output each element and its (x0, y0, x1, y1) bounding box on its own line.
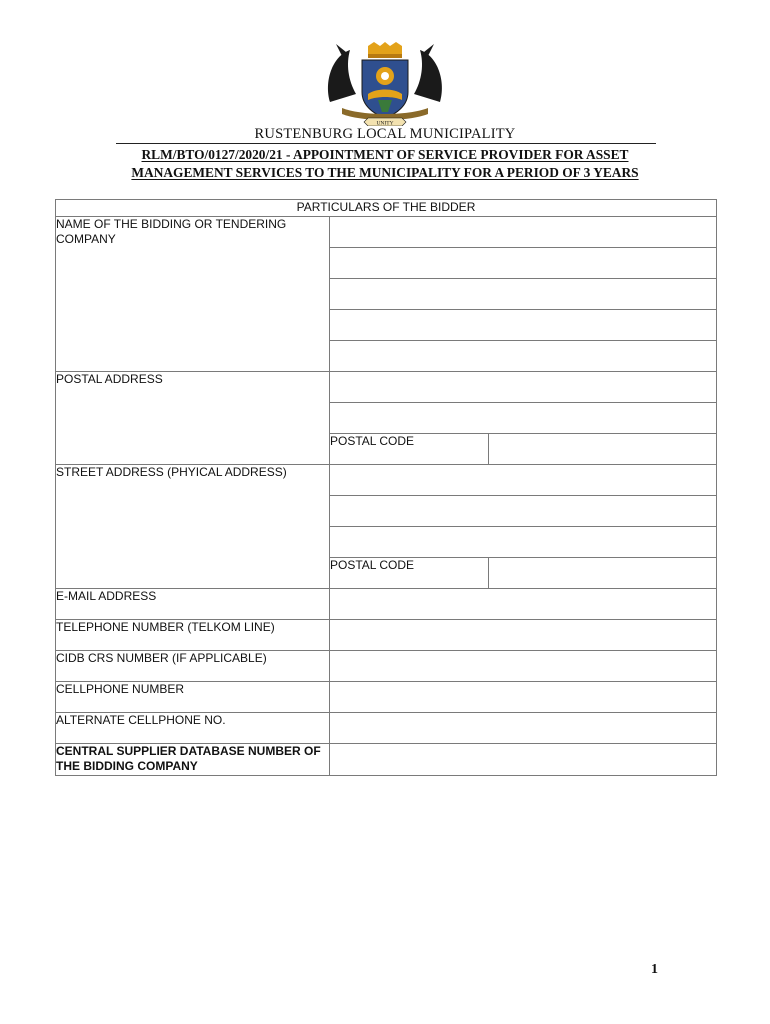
cidb-label: CIDB CRS NUMBER (IF APPLICABLE) (56, 650, 330, 681)
street-postal-code-field[interactable] (489, 557, 717, 588)
alt-cellphone-label: ALTERNATE CELLPHONE NO. (56, 712, 330, 743)
alt-cellphone-field[interactable] (330, 712, 717, 743)
email-label: E-MAIL ADDRESS (56, 588, 330, 619)
company-name-label: NAME OF THE BIDDING OR TENDERING COMPANY (56, 216, 330, 371)
page-number: 1 (651, 962, 658, 977)
cellphone-field[interactable] (330, 681, 717, 712)
company-name-field-4[interactable] (330, 309, 717, 340)
company-name-field-3[interactable] (330, 278, 717, 309)
street-postal-code-label: POSTAL CODE (330, 557, 415, 572)
street-address-field-1[interactable] (330, 464, 717, 495)
company-name-field-1[interactable] (330, 216, 717, 247)
table-heading: PARTICULARS OF THE BIDDER (56, 200, 717, 217)
csd-number-label: CENTRAL SUPPLIER DATABASE NUMBER OF THE BIDDING COMPANY (56, 743, 330, 775)
cellphone-label: CELLPHONE NUMBER (56, 681, 330, 712)
company-name-field-2[interactable] (330, 247, 717, 278)
street-address-label: STREET ADDRESS (PHYICAL ADDRESS) (56, 464, 330, 588)
municipality-name: RUSTENBURG LOCAL MUNICIPALITY (254, 126, 516, 142)
tender-title: RLM/BTO/0127/2020/21 - APPOINTMENT OF SERVICE PROVIDER FOR ASSET MANAGEMENT SERVICES TO THE MUNICIPALITY FOR A PERIOD OF 3 YEARS (131, 147, 639, 180)
postal-code-label-cell (330, 433, 489, 464)
telephone-field[interactable] (330, 619, 717, 650)
street-postal-code-label-cell (330, 557, 489, 588)
telephone-label: TELEPHONE NUMBER (TELKOM LINE) (56, 619, 330, 650)
postal-code-field[interactable] (489, 433, 717, 464)
postal-address-label: POSTAL ADDRESS (56, 371, 330, 464)
crest-motto: UNITY (376, 120, 394, 126)
street-address-field-3[interactable] (330, 526, 717, 557)
header-divider (116, 143, 656, 144)
street-address-field-2[interactable] (330, 495, 717, 526)
postal-address-field-1[interactable] (330, 371, 717, 402)
bidder-particulars-table (55, 199, 717, 776)
municipal-crest-logo (322, 42, 448, 126)
postal-code-label: POSTAL CODE (330, 433, 415, 448)
csd-number-field[interactable] (330, 743, 717, 775)
postal-address-field-2[interactable] (330, 402, 717, 433)
email-field[interactable] (330, 588, 717, 619)
company-name-field-5[interactable] (330, 340, 717, 371)
cidb-field[interactable] (330, 650, 717, 681)
